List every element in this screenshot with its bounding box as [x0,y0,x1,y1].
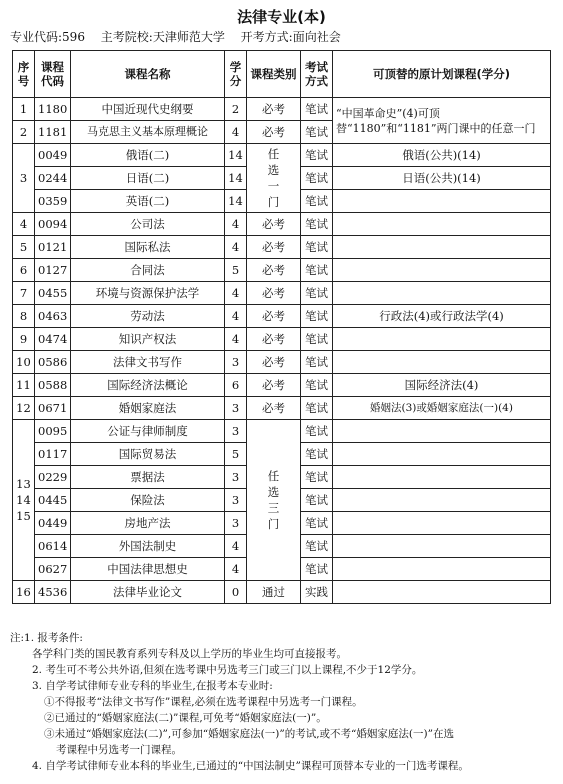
note-line: 2. 考生可不考公共外语,但须在选考课中另选考三门或三门以上课程,不少于12学分。 [32,664,423,676]
cell-exam: 笔试 [301,328,333,351]
note-line: 4. 自学考试律师专业本科的毕业生,已通过的“中国法制史”课程可顶替本专业的一门选考课程。 [32,760,469,772]
cell-exam: 笔试 [301,98,333,121]
cell-name: 日语(二) [71,167,225,190]
header-type: 课程类别 [247,51,301,98]
table-row [13,374,551,397]
cell-code: 0094 [35,213,71,236]
page-title: 法律专业(本) [237,8,326,26]
cell-code: 0671 [35,397,71,420]
cell-code: 0586 [35,351,71,374]
cell-seq: 16 [13,581,35,604]
cell-replace [333,213,551,236]
table-row [13,259,551,282]
cell-exam: 笔试 [301,420,333,443]
cell-type: 必考 [247,259,301,282]
cell-type: 必考 [247,305,301,328]
table-row [13,328,551,351]
cell-type: 必考 [247,397,301,420]
main-school: 主考院校:天津师范大学 [100,30,225,44]
cell-code: 0445 [35,489,71,512]
table-row [13,420,551,443]
cell-replace [333,236,551,259]
cell-code: 1181 [35,121,71,144]
cell-name: 俄语(二) [71,144,225,167]
cell-name: 国际私法 [71,236,225,259]
cell-name: 劳动法 [71,305,225,328]
cell-credit: 14 [225,167,247,190]
header-code: 课程代码 [35,51,71,98]
cell-type: 必考 [247,98,301,121]
cell-name: 国际经济法概论 [71,374,225,397]
cell-exam: 笔试 [301,190,333,213]
note-line: 考课程中另选考一门课程。 [56,744,182,756]
cell-code: 0627 [35,558,71,581]
table-row [13,144,551,167]
cell-exam: 笔试 [301,121,333,144]
cell-replace [333,190,551,213]
cell-name: 房地产法 [71,512,225,535]
cell-code: 0121 [35,236,71,259]
cell-replace: 国际经济法(4) [333,374,551,397]
cell-replace [333,328,551,351]
note-line: ①不得报考“法律文书写作”课程,必须在选考课程中另选考一门课程。 [44,696,363,708]
cell-credit: 2 [225,98,247,121]
cell-credit: 4 [225,328,247,351]
cell-credit: 3 [225,489,247,512]
cell-type: 必考 [247,121,301,144]
note-line: 注:1. 报考条件: [10,632,83,644]
cell-replace [333,489,551,512]
cell-seq: 5 [13,236,35,259]
cell-code: 0049 [35,144,71,167]
cell-code: 0359 [35,190,71,213]
note-line: ②已通过的“婚姻家庭法(二)”课程,可免考“婚姻家庭法(一)”。 [44,712,327,724]
cell-replace [333,558,551,581]
cell-code: 0455 [35,282,71,305]
cell-credit: 3 [225,512,247,535]
cell-type: 必考 [247,328,301,351]
cell-seq: 7 [13,282,35,305]
cell-credit: 4 [225,121,247,144]
cell-replace [333,282,551,305]
cell-seq: 10 [13,351,35,374]
cell-type: 必考 [247,282,301,305]
cell-exam: 笔试 [301,305,333,328]
cell-replace [333,466,551,489]
table-row [13,213,551,236]
cell-credit: 4 [225,558,247,581]
table-row [13,305,551,328]
cell-exam: 实践 [301,581,333,604]
cell-exam: 笔试 [301,443,333,466]
cell-name: 公证与律师制度 [71,420,225,443]
cell-code: 0229 [35,466,71,489]
cell-exam: 笔试 [301,535,333,558]
cell-replace [333,512,551,535]
table-row [13,98,551,121]
cell-name: 马克思主义基本原理概论 [71,121,225,144]
cell-seq: 6 [13,259,35,282]
exam-mode: 开考方式:面向社会 [240,30,341,44]
cell-exam: 笔试 [301,374,333,397]
cell-code: 0588 [35,374,71,397]
cell-name: 国际贸易法 [71,443,225,466]
cell-name: 法律文书写作 [71,351,225,374]
cell-name: 外国法制史 [71,535,225,558]
cell-code: 0614 [35,535,71,558]
cell-exam: 笔试 [301,351,333,374]
cell-replace: 行政法(4)或行政法学(4) [333,305,551,328]
cell-credit: 0 [225,581,247,604]
cell-exam: 笔试 [301,144,333,167]
cell-credit: 14 [225,144,247,167]
cell-code: 0463 [35,305,71,328]
cell-seq: 11 [13,374,35,397]
cell-credit: 5 [225,259,247,282]
cell-credit: 4 [225,213,247,236]
table-row [13,236,551,259]
cell-exam: 笔试 [301,236,333,259]
cell-code: 0449 [35,512,71,535]
cell-credit: 3 [225,420,247,443]
table-row [13,351,551,374]
cell-exam: 笔试 [301,167,333,190]
cell-exam: 笔试 [301,259,333,282]
cell-name: 中国近现代史纲要 [71,98,225,121]
cell-credit: 6 [225,374,247,397]
cell-code: 1180 [35,98,71,121]
cell-credit: 4 [225,236,247,259]
cell-seq: 8 [13,305,35,328]
cell-credit: 14 [225,190,247,213]
cell-replace [333,535,551,558]
note-line: 各学科门类的国民教育系列专科及以上学历的毕业生均可直接报考。 [32,648,347,660]
cell-replace [333,581,551,604]
cell-name: 英语(二) [71,190,225,213]
cell-exam: 笔试 [301,489,333,512]
cell-code: 4536 [35,581,71,604]
cell-code: 0117 [35,443,71,466]
cell-name: 公司法 [71,213,225,236]
cell-type: 通过 [247,581,301,604]
major-code: 专业代码:596 [10,30,85,44]
cell-seq: 9 [13,328,35,351]
note-line: ③未通过“婚姻家庭法(二)”,可参加“婚姻家庭法(一)”的考试,或不考“婚姻家庭法(一)”在选 [44,728,454,740]
cell-seq: 1 [13,98,35,121]
cell-exam: 笔试 [301,558,333,581]
table-header-row [13,51,551,98]
table-row [13,581,551,604]
cell-exam: 笔试 [301,397,333,420]
cell-name: 合同法 [71,259,225,282]
header-replace: 可顶替的原计划课程(学分) [333,51,551,98]
cell-replace: 俄语(公共)(14) [333,144,551,167]
header-credit: 学分 [225,51,247,98]
cell-replace [333,420,551,443]
notes-section [10,630,555,774]
cell-credit: 3 [225,397,247,420]
cell-name: 中国法律思想史 [71,558,225,581]
cell-name: 环境与资源保护法学 [71,282,225,305]
cell-credit: 4 [225,282,247,305]
table-row [13,282,551,305]
cell-exam: 笔试 [301,466,333,489]
cell-name: 知识产权法 [71,328,225,351]
table-row [13,397,551,420]
cell-seq: 12 [13,397,35,420]
cell-seq: 4 [13,213,35,236]
cell-type: 必考 [247,351,301,374]
cell-seq: 2 [13,121,35,144]
cell-type: 必考 [247,236,301,259]
cell-exam: 笔试 [301,512,333,535]
header-seq: 序号 [13,51,35,98]
cell-type: 必考 [247,213,301,236]
cell-type: 任选一门 [247,144,301,213]
program-meta [10,28,353,45]
cell-credit: 4 [225,305,247,328]
cell-code: 0474 [35,328,71,351]
cell-code: 0244 [35,167,71,190]
cell-name: 法律毕业论文 [71,581,225,604]
cell-exam: 笔试 [301,213,333,236]
cell-credit: 3 [225,466,247,489]
header-exam: 考试方式 [301,51,333,98]
cell-name: 票据法 [71,466,225,489]
cell-code: 0095 [35,420,71,443]
course-table [12,50,551,604]
cell-credit: 4 [225,535,247,558]
note-line: 3. 自学考试律师专业专科的毕业生,在报考本专业时: [32,680,273,692]
cell-replace: 日语(公共)(14) [333,167,551,190]
cell-name: 婚姻家庭法 [71,397,225,420]
cell-credit: 3 [225,351,247,374]
cell-exam: 笔试 [301,282,333,305]
cell-replace [333,259,551,282]
cell-name: 保险法 [71,489,225,512]
cell-credit: 5 [225,443,247,466]
cell-replace: “中国革命史”(4)可顶替“1180”和“1181”两门课中的任意一门 [333,98,551,144]
cell-replace [333,443,551,466]
cell-replace [333,351,551,374]
header-name: 课程名称 [71,51,225,98]
cell-type: 必考 [247,374,301,397]
cell-code: 0127 [35,259,71,282]
cell-replace: 婚姻法(3)或婚姻家庭法(一)(4) [333,397,551,420]
cell-seq: 13 14 15 [13,420,35,581]
cell-seq: 3 [13,144,35,213]
cell-type: 任选三门 [247,420,301,581]
